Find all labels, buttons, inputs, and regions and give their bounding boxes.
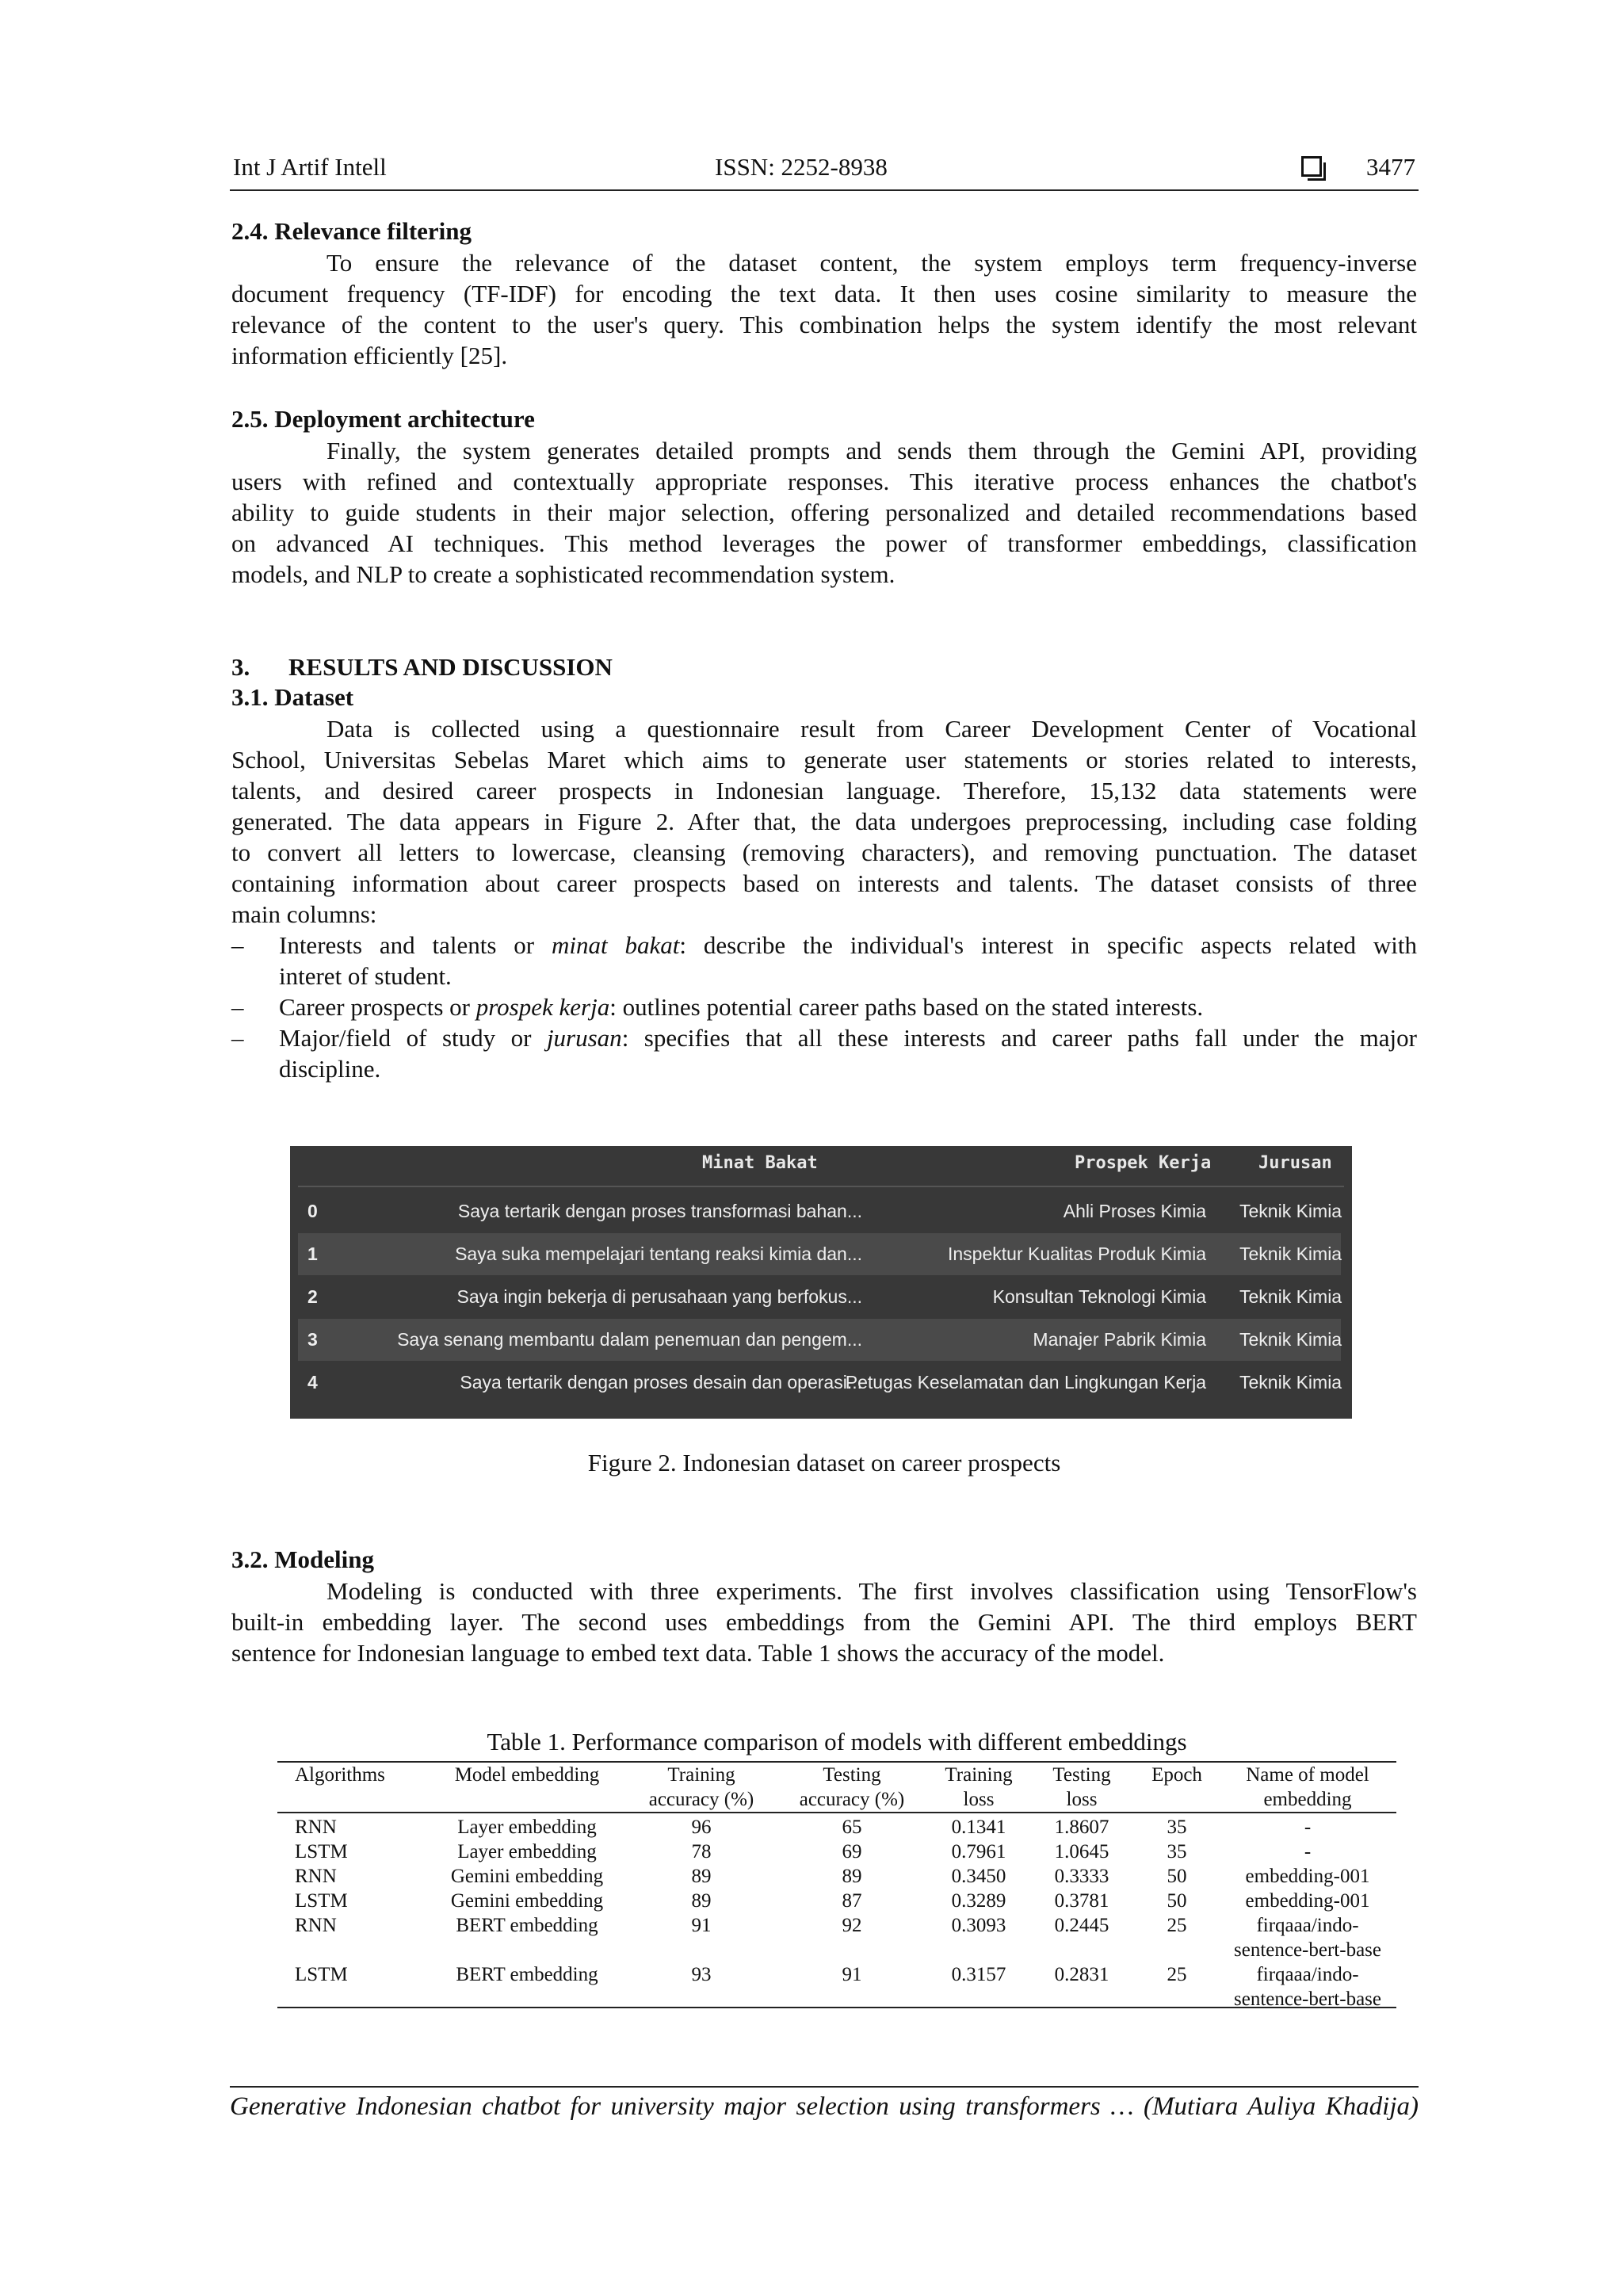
list-item: [231, 930, 1417, 991]
testing-loss-header: Testing: [1052, 1764, 1111, 1786]
table-cell: BERT embedding: [456, 1964, 598, 1985]
text-line: Career prospects or prospek kerja: outlines potential career paths based on the stated interests.: [279, 993, 1204, 1021]
bullet-dash: –: [231, 1024, 244, 1052]
table-cell: 69: [842, 1841, 862, 1862]
row-index: 0: [307, 1201, 318, 1221]
text-line: containing information about career prospects based on interests and talents. The dataset consists of three: [231, 869, 1417, 897]
text-line: built-in embedding layer. The second uses embeddings from the Gemini API. The third employs BERT: [231, 1608, 1417, 1636]
table-cell: 0.2831: [1054, 1964, 1109, 1985]
section-heading-2-5: 2.5. Deployment architecture: [231, 405, 535, 433]
jurusan-cell: Teknik Kimia: [1239, 1329, 1342, 1350]
table-cell: 89: [842, 1866, 862, 1887]
training-accuracy-header: Training: [667, 1764, 735, 1786]
text-line: sentence for Indonesian language to embed text data. Table 1 shows the accuracy of the model.: [231, 1639, 1165, 1667]
table-cell: 0.2445: [1054, 1915, 1109, 1936]
testing-loss-header: loss: [1066, 1789, 1098, 1810]
table-cell: LSTM: [295, 1890, 348, 1912]
text-line: Modeling is conducted with three experiments. The first involves classification using TensorFlow's: [327, 1577, 1417, 1605]
table-cell: sentence-bert-base: [1234, 1988, 1381, 2010]
paragraph-3-2: [231, 1576, 1417, 1668]
table-cell: 0.3093: [951, 1915, 1006, 1936]
bullet-dash: –: [231, 993, 244, 1021]
footer-text: Generative Indonesian chatbot for university major selection using transformers … (Mutiara Auliya Khadija): [230, 2092, 1419, 2121]
prospek-cell: Petugas Keselamatan dan Lingkungan Kerja: [845, 1372, 1206, 1392]
table-cell: 0.3289: [951, 1890, 1006, 1912]
table-cell: embedding-001: [1245, 1866, 1370, 1887]
table-cell: 89: [691, 1890, 712, 1912]
dataframe-figure: [290, 1146, 1352, 1419]
training-accuracy-header: accuracy (%): [648, 1789, 754, 1810]
text-line: generated. The data appears in Figure 2. After that, the data undergoes preprocessing, including case folding: [231, 808, 1417, 835]
table-cell: 0.1341: [951, 1817, 1006, 1838]
text-line: discipline.: [279, 1055, 381, 1083]
table-cell: 50: [1167, 1866, 1187, 1887]
table-cell: -: [1304, 1841, 1312, 1862]
text-line: document frequency (TF-IDF) for encoding the text data. It then uses cosine similarity to measure the: [231, 280, 1417, 308]
table-cell: firqaaa/indo-: [1256, 1915, 1359, 1936]
table-row: [298, 1319, 1341, 1361]
testing-accuracy-header: accuracy (%): [799, 1789, 905, 1810]
text-line: talents, and desired career prospects in Indonesian language. Therefore, 15,132 data statements were: [231, 777, 1417, 804]
table-cell: RNN: [295, 1817, 337, 1838]
table-cell: 0.3157: [951, 1964, 1006, 1985]
column-header-minat-bakat: Minat Bakat: [702, 1153, 818, 1173]
table-cell: 25: [1167, 1964, 1187, 1985]
section-title: RESULTS AND DISCUSSION: [288, 653, 613, 681]
bullet-dash: –: [231, 931, 244, 959]
prospek-cell: Ahli Proses Kimia: [1063, 1201, 1206, 1221]
table-cell: 89: [691, 1866, 712, 1887]
table-cell: 93: [691, 1964, 712, 1985]
section-heading-3: [231, 653, 613, 682]
table-cell: sentence-bert-base: [1234, 1939, 1381, 1961]
paragraph-2-4: [231, 247, 1417, 371]
italic-term: prospek kerja: [475, 993, 610, 1021]
section-number: 3.: [231, 653, 250, 681]
text-line: on advanced AI techniques. This method leverages the power of transformer embeddings, classification: [231, 529, 1417, 557]
table-cell: -: [1304, 1817, 1312, 1838]
text-line: Data is collected using a questionnaire result from Career Development Center of Vocational: [327, 715, 1417, 743]
figure-caption: Figure 2. Indonesian dataset on career prospects: [587, 1449, 1061, 1477]
minat-cell: Saya suka mempelajari tentang reaksi kimia dan...: [455, 1244, 862, 1264]
text-line: Finally, the system generates detailed prompts and sends them through the Gemini API, providing: [327, 437, 1417, 464]
prospek-cell: Manajer Pabrik Kimia: [1033, 1329, 1206, 1350]
table-cell: Layer embedding: [457, 1841, 597, 1862]
italic-term: jurusan: [546, 1024, 622, 1052]
section-heading-2-4: 2.4. Relevance filtering: [231, 217, 472, 245]
table-row: [298, 1190, 1341, 1232]
text-line: main columns:: [231, 900, 377, 928]
algorithms-header: Algorithms: [295, 1764, 385, 1786]
text-line: ability to guide students in their major selection, offering personalized and detailed recommendations based: [231, 499, 1417, 526]
text-line: to convert all letters to lowercase, cleansing (removing characters), and removing punctuation. The dataset: [231, 839, 1417, 866]
results-table: [277, 1761, 1396, 2015]
page-number: 3477: [1366, 153, 1415, 181]
table-cell: 65: [842, 1817, 862, 1838]
paragraph-2-5: [231, 435, 1417, 590]
issn: ISSN: 2252-8938: [715, 153, 888, 181]
row-index: 4: [307, 1372, 318, 1392]
table-cell: firqaaa/indo-: [1256, 1964, 1359, 1985]
row-index: 2: [307, 1286, 318, 1307]
table-cell: 96: [691, 1817, 712, 1838]
table-cell: 91: [842, 1964, 862, 1985]
prospek-cell: Konsultan Teknologi Kimia: [992, 1286, 1206, 1307]
list-item: [231, 1022, 1417, 1084]
journal-name: Int J Artif Intell: [233, 153, 387, 181]
model-embedding-header: Model embedding: [454, 1764, 600, 1786]
model-name-header: Name of model: [1246, 1764, 1369, 1786]
text-line: interet of student.: [279, 962, 452, 990]
italic-term: minat bakat: [552, 931, 680, 959]
table-cell: Gemini embedding: [450, 1866, 604, 1887]
dataframe-header: [290, 1146, 1352, 1181]
testing-accuracy-header: Testing: [823, 1764, 881, 1786]
table-cell: Gemini embedding: [450, 1890, 604, 1912]
table-caption: Table 1. Performance comparison of models with different embeddings: [487, 1728, 1187, 1755]
table-cell: 50: [1167, 1890, 1187, 1912]
table-cell: 0.3450: [951, 1866, 1006, 1887]
table-cell: 25: [1167, 1915, 1187, 1936]
paragraph-3-1: [231, 713, 1417, 930]
table-cell: 0.7961: [951, 1841, 1006, 1862]
row-index: 1: [307, 1244, 318, 1264]
column-header-prospek-kerja: Prospek Kerja: [1075, 1153, 1212, 1173]
text-line: models, and NLP to create a sophisticated recommendation system.: [231, 560, 896, 588]
jurusan-cell: Teknik Kimia: [1239, 1372, 1342, 1392]
prospek-cell: Inspektur Kualitas Produk Kimia: [948, 1244, 1206, 1264]
table-cell: 35: [1167, 1841, 1187, 1862]
table-cell: 0.3781: [1054, 1890, 1109, 1912]
table-row: [298, 1233, 1341, 1275]
minat-cell: Saya senang membantu dalam penemuan dan pengem...: [397, 1329, 862, 1350]
text-line: School, Universitas Sebelas Maret which aims to generate user statements or stories related to interests,: [231, 746, 1417, 774]
model-name-header: embedding: [1263, 1789, 1352, 1810]
table-cell: RNN: [295, 1866, 337, 1887]
text-line: Interests and talents or minat bakat: describe the individual's interest in specific aspects related with: [279, 931, 1417, 959]
section-heading-3-1: 3.1. Dataset: [231, 683, 354, 711]
list-item: [231, 991, 1417, 1022]
table-cell: BERT embedding: [456, 1915, 598, 1936]
table-cell: 92: [842, 1915, 862, 1936]
jurusan-cell: Teknik Kimia: [1239, 1201, 1342, 1221]
running-footer: [230, 2086, 1419, 2122]
text-line: relevance of the content to the user's query. This combination helps the system identify the most relevant: [231, 311, 1417, 338]
training-loss-header: Training: [945, 1764, 1013, 1786]
table-cell: LSTM: [295, 1841, 348, 1862]
epoch-header: Epoch: [1151, 1764, 1202, 1786]
running-header: [230, 153, 1419, 191]
table-cell: LSTM: [295, 1964, 348, 1985]
text-line: information efficiently [25].: [231, 342, 508, 369]
jurusan-cell: Teknik Kimia: [1239, 1286, 1342, 1307]
column-header-jurusan: Jurusan: [1258, 1153, 1332, 1173]
section-heading-3-2: 3.2. Modeling: [231, 1545, 374, 1573]
table-cell: 0.3333: [1054, 1866, 1109, 1887]
table-row: [298, 1276, 1341, 1318]
text-line: Major/field of study or jurusan: specifies that all these interests and career paths fall under the major: [279, 1024, 1417, 1052]
training-loss-header: loss: [963, 1789, 995, 1810]
square-icon: [1301, 156, 1322, 177]
table-row: [298, 1362, 1341, 1404]
text-line: users with refined and contextually appropriate responses. This iterative process enhances the chatbot's: [231, 468, 1417, 495]
minat-cell: Saya tertarik dengan proses transformasi bahan...: [457, 1201, 862, 1221]
table-cell: 1.0645: [1054, 1841, 1109, 1862]
table-cell: embedding-001: [1245, 1890, 1370, 1912]
minat-cell: Saya tertarik dengan proses desain dan operasi...: [460, 1372, 862, 1392]
table-cell: 87: [842, 1890, 862, 1912]
jurusan-cell: Teknik Kimia: [1239, 1244, 1342, 1264]
table-cell: 1.8607: [1054, 1817, 1109, 1838]
table-cell: 78: [691, 1841, 712, 1862]
row-index: 3: [307, 1329, 318, 1350]
minat-cell: Saya ingin bekerja di perusahaan yang berfokus...: [456, 1286, 862, 1307]
table-cell: 35: [1167, 1817, 1187, 1838]
table-cell: 91: [691, 1915, 712, 1936]
table-header-rule: [277, 1812, 1396, 1813]
table-cell: Layer embedding: [457, 1817, 597, 1838]
table-cell: RNN: [295, 1915, 337, 1936]
text-line: To ensure the relevance of the dataset content, the system employs term frequency-inverse: [327, 249, 1417, 277]
header-divider: [298, 1186, 1344, 1187]
